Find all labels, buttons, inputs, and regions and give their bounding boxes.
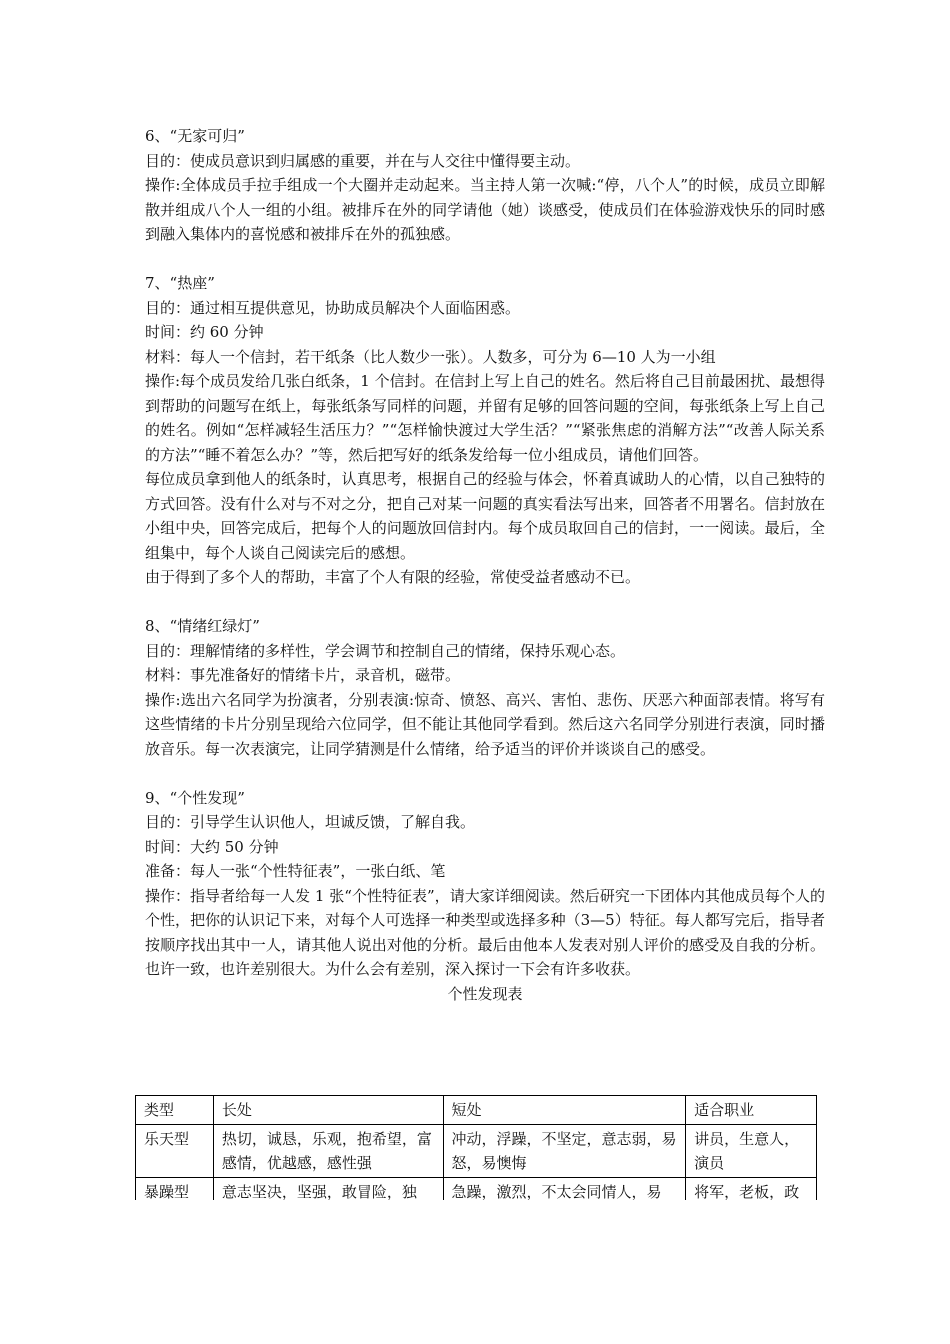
section-line: 目的：引导学生认识他人，坦诚反馈，了解自我。 <box>145 813 476 831</box>
section-8 <box>145 614 825 761</box>
table-cell: 乐天型 <box>136 1125 214 1178</box>
table-header-cell: 适合职业 <box>686 1096 817 1125</box>
spacer <box>145 247 825 272</box>
section-line: 操作:选出六名同学为扮演者，分别表演:惊奇、愤怒、高兴、害怕、悲伤、厌恶六种面部表情。将写有这些情绪的卡片分别呈现给六位同学，但不能让其他同学看到。然后这六名同学分别进行表演，同时播放音乐。每一次表演完，让同学猜测是什么情绪，给予适当的评价并谈谈自己的感受。 <box>145 690 825 758</box>
section-line: 操作:每个成员发给几张白纸条，1 个信封。在信封上写上自己的姓名。然后将自己目前最困扰、最想得到帮助的问题写在纸上，每张纸条写同样的问题，并留有足够的回答问题的空间，每张纸条上写上自己的姓名。例如“怎样减轻生活压力？”“怎样愉快渡过大学生活？”“紧张焦虑的消解方法”“改善人际关系的方法”“睡不着怎么办？”等，然后把写好的纸条发给每一位小组成员，请他们回答。 <box>145 372 825 464</box>
table-header-cell: 短处 <box>443 1096 686 1125</box>
section-line: 时间：约 60 分钟 <box>145 323 264 341</box>
table-header-cell: 长处 <box>213 1096 443 1125</box>
table-cell: 将军，老板，政 <box>686 1178 817 1201</box>
personality-table-wrapper <box>135 1095 817 1200</box>
table-cell: 热切，诚恳，乐观，抱希望，富感情，优越感，感性强 <box>213 1125 443 1178</box>
table-row <box>136 1178 817 1201</box>
table-cell: 讲员，生意人，演员 <box>686 1125 817 1178</box>
table-cell: 意志坚决，坚强，敢冒险，独 <box>213 1178 443 1201</box>
personality-table <box>135 1095 817 1200</box>
spacer <box>145 761 825 786</box>
section-9 <box>145 786 825 982</box>
table-row <box>136 1125 817 1178</box>
table-cell: 暴躁型 <box>136 1178 214 1201</box>
section-line: 操作：指导者给每一人发 1 张“个性特征表”，请大家详细阅读。然后研究一下团体内其他成员每个人的个性，把你的认识记下来，对每个人可选择一种类型或选择多种（3—5）特征。每人都写完后，指导者按顺序找出其中一人，请其他人说出对他的分析。最后由他本人发表对别人评价的感受及自我的分析。也许一致，也许差别很大。为什么会有差别，深入探讨一下会有许多收获。 <box>145 886 825 978</box>
section-line: 目的：使成员意识到归属感的重要，并在与人交往中懂得要主动。 <box>145 151 581 170</box>
spacer <box>145 590 825 615</box>
section-heading: 9、“个性发现” <box>145 788 245 807</box>
section-heading: 6、“无家可归” <box>145 127 245 145</box>
table-header-cell: 类型 <box>136 1096 214 1125</box>
section-line: 目的：理解情绪的多样性，学会调节和控制自己的情绪，保持乐观心态。 <box>145 641 626 660</box>
section-line: 由于得到了多个人的帮助，丰富了个人有限的经验，常使受益者感动不已。 <box>145 568 641 586</box>
table-caption: 个性发现表 <box>447 984 523 1003</box>
section-heading: 7、“热座” <box>145 274 215 292</box>
section-line: 准备：每人一张“个性特征表”，一张白纸、笔 <box>145 862 446 880</box>
table-header-row <box>136 1096 817 1125</box>
section-6 <box>145 124 825 247</box>
section-line: 目的：通过相互提供意见，协助成员解决个人面临困惑。 <box>145 298 521 317</box>
table-cell: 冲动，浮躁，不坚定，意志弱，易怒，易懊悔 <box>443 1125 686 1178</box>
section-7 <box>145 271 825 590</box>
section-heading: 8、“情绪红绿灯” <box>145 617 260 635</box>
document-body <box>145 124 825 1006</box>
section-line: 每位成员拿到他人的纸条时，认真思考，根据自己的经验与体会，怀着真诚助人的心情，以自己独特的方式回答。没有什么对与不对之分，把自己对某一问题的真实看法写出来，回答者不用署名。信封放在小组中央，回答完成后，把每个人的问题放回信封内。每个成员取回自己的信封，一一阅读。最后，全组集中，每个人谈自己阅读完后的感想。 <box>145 470 825 562</box>
section-line: 时间：大约 50 分钟 <box>145 837 279 856</box>
section-line: 材料：事先准备好的情绪卡片，录音机，磁带。 <box>145 666 461 684</box>
section-line: 材料：每人一个信封，若干纸条（比人数少一张）。人数多，可分为 6—10 人为一小组 <box>145 347 716 366</box>
section-line: 操作:全体成员手拉手组成一个大圈并走动起来。当主持人第一次喊:“停，八个人”的时候，成员立即解散并组成八个人一组的小组。被排斥在外的同学请他（她）谈感受，使成员们在体验游戏快乐的同时感到融入集体内的喜悦感和被排斥在外的孤独感。 <box>145 176 825 243</box>
table-cell: 急躁，激烈，不太会同情人，易 <box>443 1178 686 1201</box>
